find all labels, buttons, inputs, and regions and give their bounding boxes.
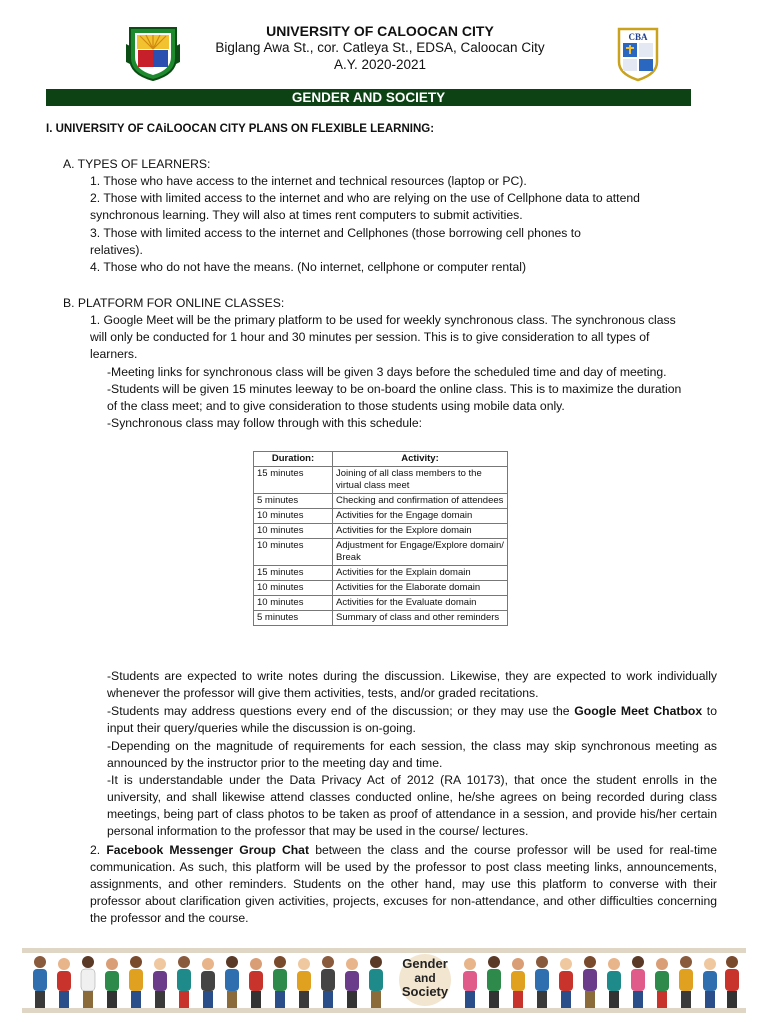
column-header-activity: Activity: xyxy=(333,452,508,467)
activity-cell: Activities for the Explain domain xyxy=(333,566,508,581)
platform-para-1: 1. Google Meet will be the primary platform to be used for weekly synchronous class. The synchronous class xyxy=(90,313,676,327)
platform-para-1-end: learners. xyxy=(90,347,138,361)
duration-cell: 5 minutes xyxy=(254,494,333,509)
activity-cell: Activities for the Engage domain xyxy=(333,509,508,524)
note-skip-meeting: -Depending on the magnitude of requirements for each session, the class may skip synchronous meeting as announced by the instructor prior to the meeting day and time. xyxy=(107,739,717,770)
duration-cell: 10 minutes xyxy=(254,524,333,539)
schedule-table xyxy=(253,451,508,626)
table-row xyxy=(254,539,508,566)
course-title-banner: GENDER AND SOCIETY xyxy=(46,89,691,106)
cba-logo-text: CBA xyxy=(628,32,648,42)
detail-leeway: -Students will be given 15 minutes leeway to be on-board the online class. This is to maximize the duration xyxy=(107,382,682,396)
activity-cell: Summary of class and other reminders xyxy=(333,611,508,626)
detail-meeting-links: -Meeting links for synchronous class will be given 3 days before the scheduled time and day of meeting. xyxy=(107,365,667,379)
subsection-heading-learners: A. TYPES OF LEARNERS: xyxy=(63,157,211,171)
note-questions xyxy=(107,703,717,737)
note-writing: -Students are expected to write notes during the discussion. Likewise, they are expected to work individually whenever the professor will give them activities, tests, and/or graded recitations. xyxy=(107,669,717,700)
university-address: Biglang Awa St., cor. Catleya St., EDSA, Caloocan City xyxy=(215,40,545,55)
table-row xyxy=(254,596,508,611)
footer-title-line1: Gender xyxy=(402,956,448,971)
section-heading: I. UNIVERSITY OF CAiLOOCAN CITY PLANS ON FLEXIBLE LEARNING: xyxy=(46,123,435,135)
learner-type-2: 2. Those with limited access to the internet and who are relying on the use of Cellphone data to attend xyxy=(90,191,640,205)
table-row xyxy=(254,494,508,509)
learner-type-3-cont: relatives). xyxy=(90,243,143,257)
note-questions-text-end: to input their query/queries while the discussion is on-going. xyxy=(107,704,717,735)
activity-cell: Activities for the Elaborate domain xyxy=(333,581,508,596)
note-data-privacy: -It is understandable under the Data Privacy Act of 2012 (RA 10173), that once the student enrolls in the university, and shall likewise attend classes conducted online, he/she agrees on being recorded during class meetings, being part of class photos to be taken as proof of attendance in a session, and provide his/her certain personal information to the professor that may be used in the course/ lectures. xyxy=(107,773,717,838)
duration-cell: 10 minutes xyxy=(254,596,333,611)
platform-para-1-cont: will only be conducted for 1 hour and 30 minutes per session. This is to give consideration to all types of xyxy=(90,330,650,344)
university-name: UNIVERSITY OF CALOOCAN CITY xyxy=(266,23,494,39)
platform-para-2-text: between the class and the course professor will be used for real-time communication. As such, this platform will be used by the professor to post class meeting links, announcements, assignments, and other reminders. Students on the other hand, may use this platform to converse with their professor about clarification given activities, projects, excuses for non-attendance, and other difficulties concerning the professor and the course. xyxy=(90,843,717,925)
activity-cell: Joining of all class members to the virtual class meet xyxy=(333,467,508,494)
table-row xyxy=(254,524,508,539)
learner-type-3: 3. Those with limited access to the internet and Cellphones (those borrowing cell phones to xyxy=(90,226,581,240)
learner-type-1: 1. Those who have access to the internet and technical resources (laptop or PC). xyxy=(90,174,527,188)
people-illustration-left xyxy=(33,956,383,1008)
table-row xyxy=(254,566,508,581)
note-questions-text: -Students may address questions every end of the discussion; or they may use the xyxy=(107,704,575,718)
footer-banner-illustration xyxy=(22,944,746,1016)
subsection-heading-platform: B. PLATFORM FOR ONLINE CLASSES: xyxy=(63,296,285,310)
detail-leeway-cont: of the class meet; and to give consideration to those students using mobile data only. xyxy=(107,399,565,413)
learner-type-2-cont: synchronous learning. They will also at times rent computers to submit activities. xyxy=(90,208,523,222)
activity-cell: Activities for the Evaluate domain xyxy=(333,596,508,611)
cba-logo xyxy=(616,26,660,82)
activity-cell: Activities for the Explore domain xyxy=(333,524,508,539)
platform-para-2-number: 2. xyxy=(90,843,107,857)
duration-cell: 5 minutes xyxy=(254,611,333,626)
schedule-header-row xyxy=(254,452,508,467)
duration-cell: 15 minutes xyxy=(254,566,333,581)
table-row xyxy=(254,509,508,524)
activity-cell: Adjustment for Engage/Explore domain/ Break xyxy=(333,539,508,566)
table-row xyxy=(254,467,508,494)
facebook-messenger-label: Facebook Messenger Group Chat xyxy=(106,843,310,857)
google-meet-chatbox-label: Google Meet Chatbox xyxy=(574,704,703,718)
duration-cell: 10 minutes xyxy=(254,581,333,596)
academic-year: A.Y. 2020-2021 xyxy=(333,57,427,72)
footer-title-line3: Society xyxy=(401,984,449,999)
column-header-duration: Duration: xyxy=(254,452,333,467)
duration-cell: 10 minutes xyxy=(254,509,333,524)
duration-cell: 10 minutes xyxy=(254,539,333,566)
learner-type-4: 4. Those who do not have the means. (No internet, cellphone or computer rental) xyxy=(90,260,527,274)
duration-cell: 15 minutes xyxy=(254,467,333,494)
activity-cell: Checking and confirmation of attendees xyxy=(333,494,508,509)
table-row xyxy=(254,611,508,626)
footer-title-line2: and xyxy=(414,971,436,985)
platform-para-2 xyxy=(90,842,717,927)
document-header xyxy=(0,0,768,88)
detail-schedule-intro: -Synchronous class may follow through with this schedule: xyxy=(107,416,422,430)
table-row xyxy=(254,581,508,596)
